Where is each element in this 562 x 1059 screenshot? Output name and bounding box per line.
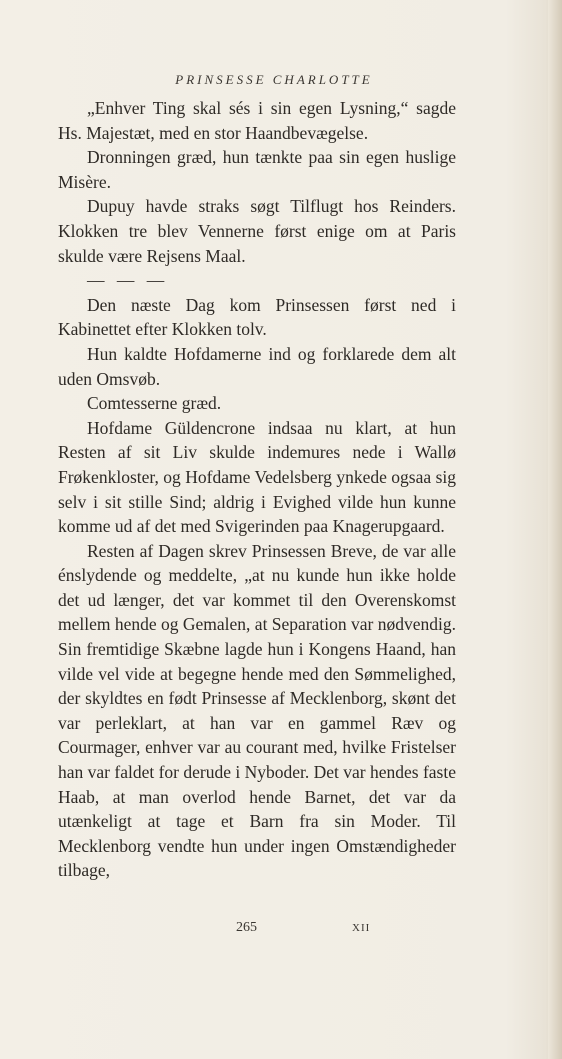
paragraph: Dupuy havde straks søgt Tilflugt hos Reinders. Klokken tre blev Vennerne først enige om at Paris skulde være Rejsens Maal. bbox=[58, 196, 456, 266]
signature-mark: XII bbox=[352, 922, 371, 934]
paragraph: Dronningen græd, hun tænkte paa sin egen huslige Misère. bbox=[58, 147, 456, 192]
running-head: PRINSESSE CHARLOTTE bbox=[175, 72, 373, 87]
paragraph: „Enhver Ting skal sés i sin egen Lysning,“ sagde Hs. Majestæt, med en stor Haandbevægelse. bbox=[58, 98, 456, 143]
paragraph: Comtesserne græd. bbox=[87, 393, 222, 414]
paragraph: Hofdame Güldencrone indsaa nu klart, at hun Resten af sit Liv skulde indemures nede i Wallø Frøkenkloster, og Hofdame Vedelsberg ynkede ogsaa sig selv i sit stille Sind; aldrig i Evighed vilde hun kunne komme ud af det med Svigerinden paa Knagerupgaard. bbox=[58, 417, 456, 537]
page-number: 265 bbox=[236, 920, 257, 935]
section-separator: — — — bbox=[87, 270, 169, 291]
page-edge bbox=[548, 0, 562, 1059]
paragraph: Resten af Dagen skrev Prinsessen Breve, de var alle énslydende og meddelte, „at nu kunde hun ikke holde det ud længer, det var kommet til den Overenskomst mellem hende og Gemalen, at Separation var nødvendig. Sin fremtidige Skæbne lagde hun i Kongens Haand, han vilde vel vide at begegne hende med den Sømmelighed, der skyldtes en født Prinsesse af Mecklenborg, skønt det var perleklart, at han var en gammel Ræv og Courmager, enhver var au courant med, hvilke Fristelser han var faldet for derude i Nyboder. Det var hendes faste Haab, at man overlod hende Barnet, det var da utænkeligt at tage et Barn fra sin Moder. Til Mecklenborg vendte hun under ingen Omstændigheder tilbage, bbox=[58, 540, 456, 881]
paragraph: Den næste Dag kom Prinsessen først ned i Kabinettet efter Klokken tolv. bbox=[58, 294, 456, 340]
body-text bbox=[58, 96, 456, 883]
paragraph: Hun kaldte Hofdamerne ind og forklarede dem alt uden Omsvøb. bbox=[58, 343, 456, 389]
